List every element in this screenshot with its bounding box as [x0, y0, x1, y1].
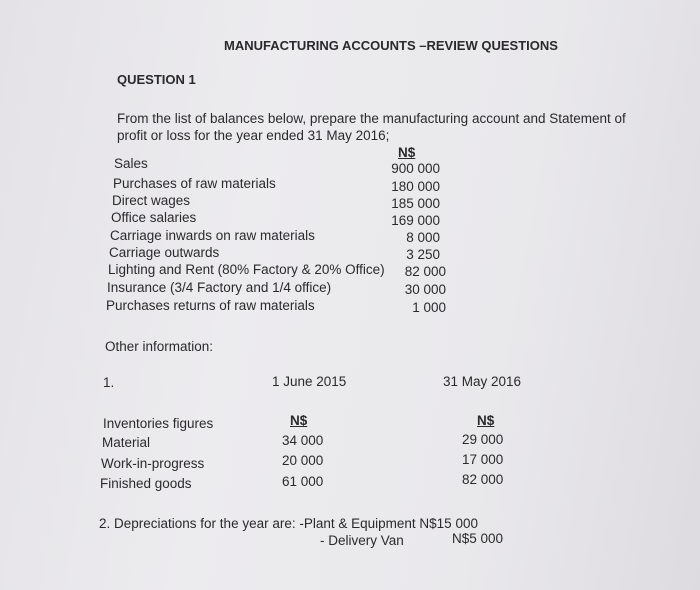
- inventory-value-2: 17 000: [462, 452, 504, 467]
- balance-label: Carriage outwards: [109, 245, 220, 260]
- question-heading: QUESTION 1: [117, 72, 196, 87]
- depreciation-line-1: 2. Depreciations for the year are: -Plant & Equipment N$15 000: [99, 516, 478, 531]
- balance-label: Purchases of raw materials: [113, 176, 276, 191]
- balance-amount: 169 000: [391, 213, 440, 228]
- balance-amount: 185 000: [391, 196, 440, 211]
- balance-label: Office salaries: [111, 210, 197, 225]
- inventory-value-2: 29 000: [462, 432, 504, 447]
- balance-label: Carriage inwards on raw materials: [110, 228, 315, 243]
- currency-header: N$: [398, 145, 416, 160]
- inventory-value-1: 61 000: [282, 474, 324, 489]
- column-header-2: 31 May 2016: [443, 374, 522, 389]
- balance-label: Insurance (3/4 Factory and 1/4 office): [107, 280, 332, 295]
- balance-label: Lighting and Rent (80% Factory & 20% Office): [108, 262, 385, 277]
- item-number: 1.: [103, 375, 115, 390]
- inventory-value-1: 34 000: [282, 433, 324, 448]
- inventory-row-label: Work-in-progress: [101, 456, 205, 471]
- balance-amount: 1 000: [412, 300, 446, 315]
- inventory-currency-2: N$: [477, 413, 495, 428]
- balance-label: Direct wages: [112, 193, 191, 208]
- inventory-row-label: Finished goods: [100, 476, 192, 491]
- balance-amount: 8 000: [406, 230, 440, 245]
- inventory-value-1: 20 000: [282, 453, 324, 468]
- inventory-value-2: 82 000: [462, 472, 504, 487]
- depreciation-van-value: N$5 000: [452, 531, 504, 546]
- balance-amount: 180 000: [391, 179, 440, 194]
- column-header-1: 1 June 2015: [272, 374, 347, 389]
- balance-label: Purchases returns of raw materials: [106, 298, 315, 313]
- inventory-heading: Inventories figures: [103, 416, 214, 431]
- intro-line-2: profit or loss for the year ended 31 May 2016;: [117, 128, 390, 143]
- balance-amount: 82 000: [404, 264, 446, 279]
- page-title: MANUFACTURING ACCOUNTS –REVIEW QUESTIONS: [224, 38, 558, 53]
- other-info-heading: Other information:: [105, 339, 214, 354]
- balance-label: Sales: [114, 156, 148, 171]
- intro-line-1: From the list of balances below, prepare the manufacturing account and Statement of: [117, 111, 626, 126]
- balance-amount: 30 000: [404, 282, 446, 297]
- balance-amount: 3 250: [406, 247, 440, 262]
- depreciation-van-label: - Delivery Van: [320, 533, 404, 548]
- balance-amount: 900 000: [391, 161, 440, 176]
- inventory-row-label: Material: [102, 435, 151, 450]
- inventory-currency-1: N$: [290, 413, 308, 428]
